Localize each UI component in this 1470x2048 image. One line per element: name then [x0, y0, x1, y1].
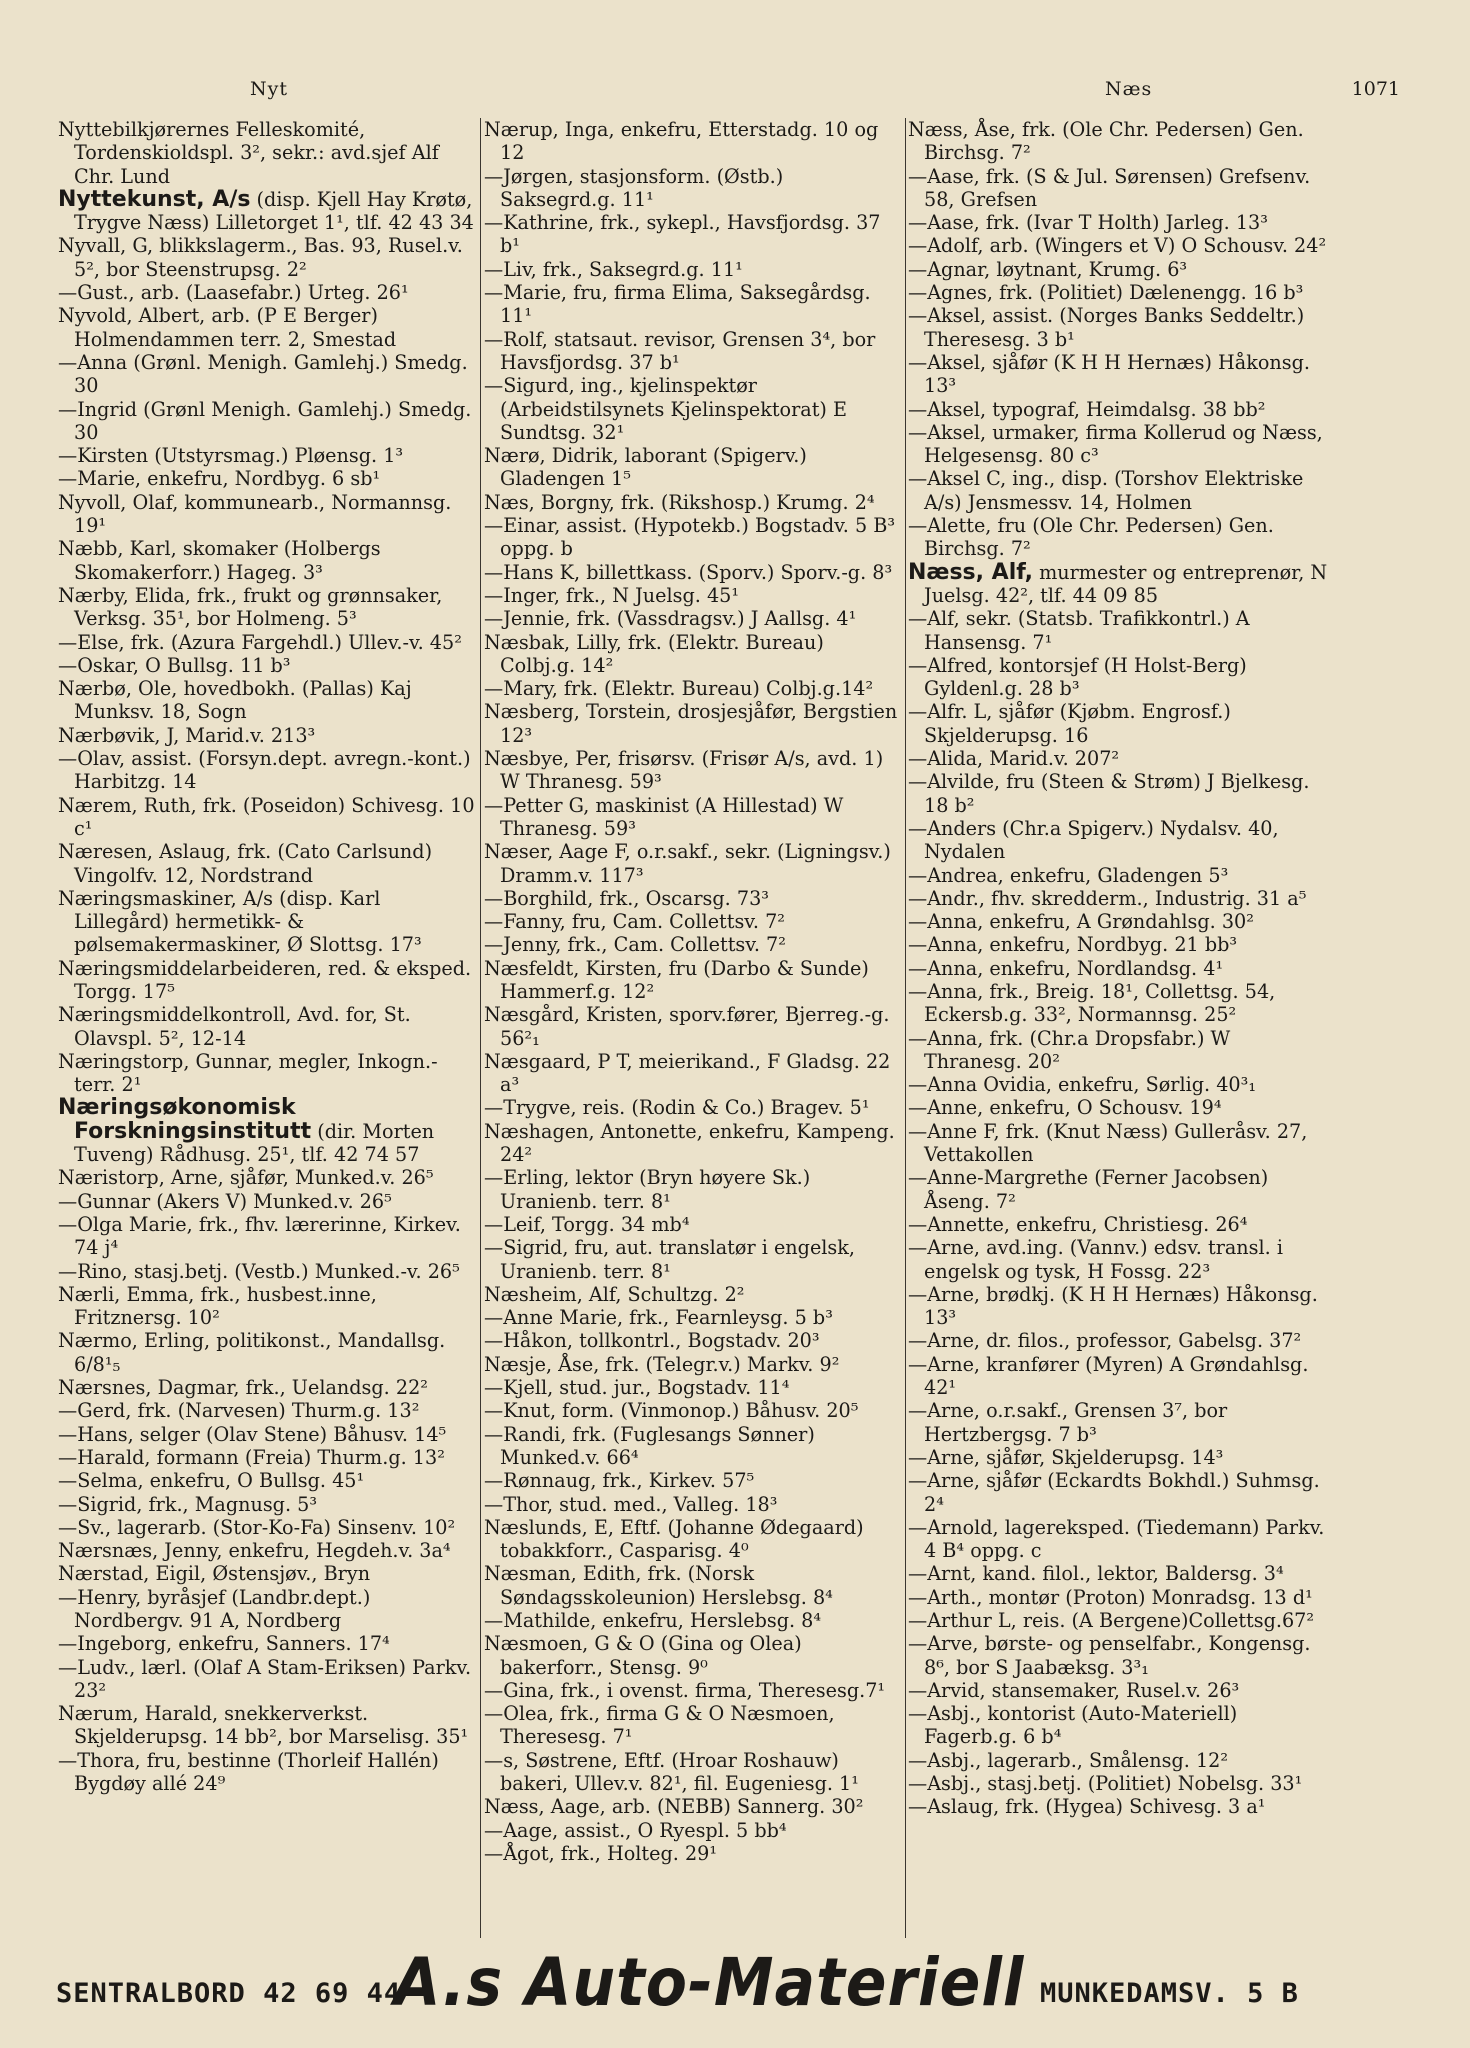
- directory-entry: [58, 1749, 478, 1796]
- directory-entry: [908, 258, 1328, 281]
- directory-entry: [484, 933, 902, 956]
- entry-text: —Alfred, kontorsjef (H Holst-Berg) Gyldenl.g. 28 b³: [908, 653, 1247, 701]
- directory-entry: [58, 584, 478, 631]
- directory-entry: [58, 1446, 478, 1469]
- directory-entry: [484, 491, 902, 514]
- entry-text: —Olav, assist. (Forsyn.dept. avregn.-kont.) Harbitzg. 14: [58, 747, 471, 794]
- entry-text: Næsman, Edith, frk. (Norsk Søndagsskoleunion) Herslebsg. 8⁴: [484, 1562, 833, 1609]
- directory-entry: [908, 1353, 1328, 1400]
- entry-text: Nærli, Emma, frk., husbest.inne, Fritznersg. 10²: [58, 1282, 377, 1330]
- entry-text: Næsbak, Lilly, frk. (Elektr. Bureau) Colbj.g. 14²: [484, 630, 824, 677]
- entry-text: —Else, frk. (Azura Fargehdl.) Ullev.-v. 45²: [58, 630, 462, 654]
- entry-text: —Hans, selger (Olav Stene) Båhusv. 14⁵: [58, 1422, 447, 1446]
- entry-text: —Arthur L, reis. (A Bergene)Collettsg.67²: [908, 1609, 1315, 1632]
- entry-text: —Asbj., lagerarb., Smålensg. 12²: [908, 1748, 1229, 1772]
- entry-text: Næsgaard, P T, meierikand., F Gladsg. 22 a³: [484, 1049, 891, 1097]
- entry-text: —Aase, frk. (Ivar T Holth) Jarleg. 13³: [908, 211, 1268, 235]
- entry-text: —Andrea, enkefru, Gladengen 5³: [908, 863, 1229, 887]
- directory-entry: [908, 351, 1328, 398]
- directory-entry: [484, 374, 902, 444]
- header-right-keyword: Næs: [1105, 78, 1153, 100]
- directory-entry: [908, 1772, 1328, 1795]
- directory-entry: [58, 537, 478, 584]
- directory-entry: [908, 957, 1328, 980]
- directory-entry: [908, 1120, 1328, 1167]
- entry-text: —Aksel, sjåfør (K H H Hernæs) Håkonsg. 13³: [908, 350, 1310, 398]
- directory-entry: [58, 1376, 478, 1399]
- directory-entry: [58, 1516, 478, 1539]
- entry-text: —Aase, frk. (S & Jul. Sørensen) Grefsenv. 58, Grefsen: [908, 164, 1311, 211]
- directory-entry: [484, 1399, 902, 1422]
- page-header: [60, 78, 1410, 108]
- directory-entry: [484, 1423, 902, 1470]
- entry-text: —Asbj., stasj.betj. (Politiet) Nobelsg. 33¹: [908, 1772, 1303, 1796]
- entry-text: —Trygve, reis. (Rodin & Co.) Bragev. 5¹: [484, 1096, 870, 1120]
- entry-text: Næbb, Karl, skomaker (Holbergs Skomakerforr.) Hageg. 3³: [58, 537, 381, 584]
- directory-entry: [58, 631, 478, 654]
- entry-text: —Aage, assist., O Ryespl. 5 bb⁴: [484, 1818, 787, 1842]
- directory-entry: [58, 1260, 478, 1283]
- directory-entry: [908, 281, 1328, 304]
- entry-text: Nærsnes, Dagmar, frk., Uelandsg. 22²: [58, 1376, 428, 1400]
- directory-entry: [58, 398, 478, 445]
- directory-entry: [908, 211, 1328, 234]
- entry-text: —Aksel, urmaker, firma Kollerud og Næss, Helgesensg. 80 c³: [908, 420, 1323, 468]
- entry-text: —Anders (Chr.a Spigerv.) Nydalsv. 40, Nydalen: [908, 816, 1279, 864]
- entry-text: —Alette, fru (Ole Chr. Pedersen) Gen. Birchsg. 7²: [908, 514, 1274, 561]
- directory-entry: [58, 1096, 478, 1166]
- entry-text: Nærup, Inga, enkefru, Etterstadg. 10 og 12: [484, 118, 879, 165]
- directory-entry: [484, 631, 902, 678]
- entry-text: —Alfr. L, sjåfør (Kjøbm. Engrosf.) Skjelderupsg. 16: [908, 700, 1231, 747]
- entry-text: —Arne, kranfører (Myren) A Grøndahlsg. 42¹: [908, 1352, 1309, 1400]
- entry-text: —Leif, Torgg. 34 mb⁴: [484, 1212, 690, 1236]
- directory-entry: [58, 1423, 478, 1446]
- entry-text: —Agnes, frk. (Politiet) Dælenengg. 16 b³: [908, 281, 1304, 305]
- directory-entry: [908, 118, 1328, 165]
- directory-entry: [58, 1656, 478, 1703]
- directory-entry: [58, 1003, 478, 1050]
- entry-text: —Ludv., lærl. (Olaf A Stam-Eriksen) Parkv. 23²: [58, 1655, 472, 1702]
- entry-text: Nærum, Harald, snekkerverkst. Skjelderupsg. 14 bb², bor Marselisg. 35¹: [58, 1702, 469, 1749]
- entry-text: (disp. Kjell Hay Krøtø, Trygve Næss) Lilletorget 1¹, tlf. 42 43 34: [74, 187, 474, 235]
- entry-text: —Ingrid (Grønl Menigh. Gamlehj.) Smedg. 30: [58, 397, 472, 444]
- directory-column-3: [908, 118, 1328, 1819]
- directory-entry: [58, 1213, 478, 1260]
- directory-entry: [484, 1842, 902, 1865]
- directory-entry: [484, 281, 902, 328]
- directory-entry: [58, 304, 478, 351]
- directory-entry: [484, 1236, 902, 1283]
- directory-entry: [908, 1399, 1328, 1446]
- directory-entry: [484, 211, 902, 258]
- directory-entry: [908, 467, 1328, 514]
- directory-column-1: [58, 118, 478, 1795]
- directory-entry: [58, 724, 478, 747]
- entry-text: Nærø, Didrik, laborant (Spigerv.) Gladengen 1⁵: [484, 444, 807, 491]
- directory-entry: [484, 1003, 902, 1050]
- directory-entry: [58, 887, 478, 957]
- directory-entry: [484, 514, 902, 561]
- directory-entry: [908, 1213, 1328, 1236]
- entry-text: Næringsmaskiner, A/s (disp. Karl Lillegård) hermetikk- & pølsemakermaskiner, Ø Slottsg. 17³: [58, 886, 422, 957]
- directory-entry: [484, 444, 902, 491]
- entry-text: —Aksel, typograf, Heimdalsg. 38 bb²: [908, 397, 1266, 421]
- entry-text: —Anne-Margrethe (Ferner Jacobsen) Åseng. 7²: [908, 1166, 1269, 1213]
- entry-text: Næristorp, Arne, sjåfør, Munked.v. 26⁵: [58, 1166, 434, 1190]
- directory-entry: [484, 1050, 902, 1097]
- entry-text: Nærsnæs, Jenny, enkefru, Hegdeh.v. 3a⁴: [58, 1539, 451, 1563]
- entry-text: —Arth., montør (Proton) Monradsg. 13 d¹: [908, 1585, 1313, 1609]
- directory-entry: [484, 677, 902, 700]
- directory-entry: [908, 887, 1328, 910]
- entry-text: Næslunds, E, Eftf. (Johanne Ødegaard) tobakkforr., Casparisg. 4⁰: [484, 1515, 864, 1563]
- directory-entry: [908, 1632, 1328, 1679]
- directory-entry: [484, 607, 902, 630]
- entry-text: —Sv., lagerarb. (Stor-Ko-Fa) Sinsenv. 10²: [58, 1515, 456, 1539]
- directory-entry: [484, 1213, 902, 1236]
- entry-text: —Oskar, O Bullsg. 11 b³: [58, 653, 291, 677]
- entry-text: —Ingeborg, enkefru, Sanners. 17⁴: [58, 1632, 390, 1656]
- entry-text: —Liv, frk., Saksegrd.g. 11¹: [484, 257, 743, 281]
- directory-entry: [484, 1166, 902, 1213]
- entry-text: Nærbø, Ole, hovedbokh. (Pallas) Kaj Munksv. 18, Sogn: [58, 677, 412, 724]
- page-number: 1071: [1351, 78, 1400, 100]
- entry-text: Nyvold, Albert, arb. (P E Berger) Holmendammen terr. 2, Smestad: [58, 304, 397, 351]
- directory-entry: [908, 304, 1328, 351]
- entry-text: —Alvilde, fru (Steen & Strøm) J Bjelkesg. 18 b²: [908, 770, 1310, 817]
- entry-text: —Arne, sjåfør, Skjelderupsg. 14³: [908, 1445, 1224, 1469]
- directory-entry: [908, 1446, 1328, 1469]
- column-divider: [480, 118, 481, 1938]
- entry-text: —Marie, fru, firma Elima, Saksegårdsg. 11¹: [484, 281, 871, 328]
- entry-text: Næss, Aage, arb. (NEBB) Sannerg. 30²: [484, 1795, 864, 1819]
- entry-text: Nyttebilkjørernes Felleskomité, Tordenskioldspl. 3², sekr.: avd.sjef Alf Chr. Lund: [58, 118, 439, 188]
- entry-text: —Anna, frk., Breig. 18¹, Collettsg. 54, Eckersb.g. 33², Normannsg. 25²: [908, 979, 1276, 1027]
- entry-text: —Anne, enkefru, O Schousv. 19⁴: [908, 1096, 1222, 1120]
- directory-entry: [58, 1283, 478, 1330]
- entry-text: Næsfeldt, Kirsten, fru (Darbo & Sunde) Hammerf.g. 12²: [484, 956, 869, 1003]
- entry-text: —Arne, avd.ing. (Vannv.) edsv. transl. i engelsk og tysk, H Fossg. 22³: [908, 1236, 1283, 1283]
- entry-text: —Sigrid, fru, aut. translatør i engelsk, Uranienb. terr. 8¹: [484, 1236, 856, 1283]
- directory-entry: [484, 700, 902, 747]
- directory-entry: [484, 1562, 902, 1609]
- entry-text: —Arvid, stansemaker, Rusel.v. 26³: [908, 1678, 1240, 1702]
- entry-text: Næringsmiddelarbeideren, red. & eksped. Torgg. 17⁵: [58, 956, 472, 1003]
- entry-text: Nærem, Ruth, frk. (Poseidon) Schivesg. 10 c¹: [58, 793, 475, 840]
- directory-entry: [484, 1096, 902, 1119]
- entry-text: —Jennie, frk. (Vassdragsv.) J Aallsg. 4¹: [484, 607, 857, 631]
- entry-text: —Olea, frk., firma G & O Næsmoen, Theresesg. 7¹: [484, 1702, 835, 1749]
- entry-text: —Arne, o.r.sakf., Grensen 3⁷, bor Hertzbergsg. 7 b³: [908, 1399, 1228, 1446]
- ad-phone: SENTRALBORD 42 69 44: [56, 1978, 402, 2009]
- directory-entry: [908, 654, 1328, 701]
- directory-entry: [484, 1120, 902, 1167]
- directory-entry: [484, 1516, 902, 1563]
- header-left-keyword: Nyt: [250, 78, 288, 100]
- directory-entry: [58, 957, 478, 1004]
- entry-text: —Thor, stud. med., Valleg. 18³: [484, 1492, 778, 1516]
- entry-text: Næsgård, Kristen, sporv.fører, Bjerreg.-g. 56²₁: [484, 1003, 890, 1050]
- directory-entry: [908, 1469, 1328, 1516]
- directory-entry: [58, 840, 478, 887]
- entry-text: —Harald, formann (Freia) Thurm.g. 13²: [58, 1445, 445, 1469]
- directory-entry: [908, 864, 1328, 887]
- entry-text: —Henry, byråsjef (Landbr.dept.) Nordbergv. 91 A, Nordberg: [58, 1585, 371, 1632]
- entry-text: —Anna (Grønl. Menigh. Gamlehj.) Smedg. 30: [58, 350, 468, 398]
- entry-text: murmester og entreprenør, N Juelsg. 42², tlf. 44 09 85: [924, 560, 1328, 607]
- entry-text: Næsheim, Alf, Schultzg. 2²: [484, 1282, 745, 1306]
- entry-text: Nyvall, G, blikkslagerm., Bas. 93, Rusel.v. 5², bor Steenstrupsg. 2²: [58, 234, 463, 281]
- directory-entry: [484, 1702, 902, 1749]
- entry-text: Nærmo, Erling, politikonst., Mandallsg. 6/8¹₅: [58, 1329, 446, 1376]
- directory-entry: [484, 1376, 902, 1399]
- directory-entry: [484, 1306, 902, 1329]
- directory-entry: [908, 561, 1328, 608]
- directory-entry: [484, 165, 902, 212]
- directory-entry: [484, 328, 902, 375]
- directory-column-2: [484, 118, 902, 1865]
- entry-text: Næsje, Åse, frk. (Telegr.v.) Markv. 9²: [484, 1352, 840, 1376]
- entry-text: —Kjell, stud. jur., Bogstadv. 11⁴: [484, 1376, 790, 1400]
- ad-brand-name: A.s Auto-Materiell: [394, 1944, 1025, 2022]
- directory-entry: [908, 770, 1328, 817]
- entry-text: —Borghild, frk., Oscarsg. 73³: [484, 886, 769, 910]
- directory-entry: [58, 747, 478, 794]
- entry-text: —Anna Ovidia, enkefru, Sørlig. 40³₁: [908, 1073, 1257, 1097]
- entry-text: —Arne, dr. filos., professor, Gabelsg. 37²: [908, 1329, 1302, 1353]
- directory-entry: [908, 1795, 1328, 1818]
- entry-text: —Rolf, statsaut. revisor, Grensen 3⁴, bor Havsfjordsg. 37 b¹: [484, 327, 876, 374]
- directory-entry: [484, 1469, 902, 1492]
- directory-entry: [58, 794, 478, 841]
- entry-text: —Kirsten (Utstyrsmag.) Pløensg. 1³: [58, 444, 404, 468]
- entry-text: —Anna, enkefru, Nordbyg. 21 bb³: [908, 933, 1238, 957]
- entry-text: —Randi, frk. (Fuglesangs Sønner) Munked.v. 66⁴: [484, 1422, 815, 1469]
- directory-entry: [908, 747, 1328, 770]
- directory-entry: [484, 258, 902, 281]
- directory-entry: [484, 1795, 902, 1818]
- directory-entry: [484, 1329, 902, 1352]
- entry-text: —Håkon, tollkontrl., Bogstadv. 20³: [484, 1329, 820, 1353]
- entry-text: —Gina, frk., i ovenst. firma, Theresesg.7¹: [484, 1678, 886, 1702]
- directory-entry: [484, 1819, 902, 1842]
- entry-heading: Næringsøkonomisk Forskningsinstitutt: [58, 1095, 312, 1144]
- entry-heading: Nyttekunst, A/s: [58, 186, 251, 212]
- directory-entry: [484, 1353, 902, 1376]
- entry-text: Næresen, Aslaug, frk. (Cato Carlsund) Vingolfv. 12, Nordstrand: [58, 840, 433, 887]
- directory-entry: [58, 1469, 478, 1492]
- directory-entry: [484, 584, 902, 607]
- entry-text: —Fanny, fru, Cam. Collettsv. 7²: [484, 910, 785, 934]
- entry-text: —Knut, form. (Vinmonop.) Båhusv. 20⁵: [484, 1399, 859, 1423]
- entry-text: Næringstorp, Gunnar, megler, Inkogn.-terr. 2¹: [58, 1049, 438, 1097]
- directory-entry: [58, 1329, 478, 1376]
- entry-text: —Alida, Marid.v. 207²: [908, 747, 1120, 771]
- directory-entry: [58, 654, 478, 677]
- directory-entry: [908, 1586, 1328, 1609]
- directory-entry: [908, 700, 1328, 747]
- entry-text: Næss, Åse, frk. (Ole Chr. Pedersen) Gen. Birchsg. 7²: [908, 118, 1304, 165]
- entry-text: —Aslaug, frk. (Hygea) Schivesg. 3 a¹: [908, 1795, 1266, 1819]
- directory-entry: [58, 1586, 478, 1633]
- entry-text: —Arne, brødkj. (K H H Hernæs) Håkonsg. 13³: [908, 1282, 1318, 1330]
- directory-entry: [58, 1702, 478, 1749]
- entry-text: —Anne F, frk. (Knut Næss) Gulleråsv. 27, Vettakollen: [908, 1119, 1308, 1167]
- directory-entry: [908, 234, 1328, 257]
- entry-text: —Adolf, arb. (Wingers et V) O Schousv. 24²: [908, 234, 1327, 258]
- directory-entry: [58, 118, 478, 188]
- directory-entry: [908, 1073, 1328, 1096]
- entry-text: —Anne Marie, frk., Fearnleysg. 5 b³: [484, 1306, 833, 1330]
- directory-entry: [908, 1096, 1328, 1119]
- entry-text: Næsberg, Torstein, drosjesjåfør, Bergstien 12³: [484, 700, 898, 747]
- entry-text: —Aksel C, ing., disp. (Torshov Elektriske A/s) Jensmessv. 14, Holmen: [908, 467, 1304, 514]
- entry-text: —Arnt, kand. filol., lektor, Baldersg. 3⁴: [908, 1562, 1284, 1586]
- entry-text: —Ågot, frk., Holteg. 29¹: [484, 1841, 718, 1865]
- entry-text: —Mary, frk. (Elektr. Bureau) Colbj.g.14²: [484, 677, 874, 701]
- directory-entry: [484, 1679, 902, 1702]
- directory-entry: [908, 1609, 1328, 1632]
- entry-text: —Mathilde, enkefru, Herslebsg. 8⁴: [484, 1609, 822, 1632]
- entry-text: —Gust., arb. (Laasefabr.) Urteg. 26¹: [58, 281, 409, 305]
- entry-text: —Sigurd, ing., kjelinspektør (Arbeidstilsynets Kjelinspektorat) E Sundtsg. 32¹: [484, 374, 848, 444]
- entry-text: —Anna, enkefru, Nordlandsg. 4¹: [908, 956, 1224, 980]
- directory-entry: [484, 840, 902, 887]
- advertisement-banner: [56, 1920, 1416, 2030]
- directory-entry: [908, 607, 1328, 654]
- directory-entry: [908, 1702, 1328, 1749]
- entry-text: —Anna, enkefru, A Grøndahlsg. 30²: [908, 910, 1254, 934]
- directory-entry: [908, 1283, 1328, 1330]
- entry-text: —Agnar, løytnant, Krumg. 6³: [908, 257, 1188, 281]
- entry-text: —Alf, sekr. (Statsb. Trafikkontrl.) A Hansensg. 7¹: [908, 607, 1250, 654]
- directory-entry: [58, 1539, 478, 1562]
- directory-entry: [908, 817, 1328, 864]
- directory-entry: [484, 957, 902, 1004]
- directory-entry: [58, 1632, 478, 1655]
- entry-text: —Arne, sjåfør (Eckardts Bokhdl.) Suhmsg. 2⁴: [908, 1469, 1320, 1516]
- entry-text: Nærbøvik, J, Marid.v. 213³: [58, 723, 316, 747]
- directory-entry: [484, 1749, 902, 1796]
- entry-text: —Marie, enkefru, Nordbyg. 6 sb¹: [58, 467, 381, 491]
- entry-text: Næsmoen, G & O (Gina og Olea) bakerforr., Stensg. 9⁰: [484, 1632, 802, 1679]
- directory-entry: [58, 1166, 478, 1189]
- directory-entry: [484, 1609, 902, 1632]
- directory-entry: [908, 933, 1328, 956]
- entry-text: —s, Søstrene, Eftf. (Hroar Roshauw) bakeri, Ullev.v. 82¹, fil. Eugeniesg. 1¹: [484, 1748, 859, 1796]
- directory-entry: [908, 1166, 1328, 1213]
- entry-text: —Rino, stasj.betj. (Vestb.) Munked.-v. 26⁵: [58, 1259, 460, 1283]
- directory-entry: [908, 165, 1328, 212]
- directory-entry: [58, 677, 478, 724]
- entry-text: —Aksel, assist. (Norges Banks Seddeltr.) Theresesg. 3 b¹: [908, 304, 1305, 351]
- directory-entry: [484, 118, 902, 165]
- entry-text: —Jørgen, stasjonsform. (Østb.) Saksegrd.g. 11¹: [484, 164, 784, 211]
- directory-entry: [484, 1632, 902, 1679]
- directory-entry: [908, 421, 1328, 468]
- entry-text: —Arve, børste- og penselfabr., Kongensg. 8⁶, bor S Jaabæksg. 3³₁: [908, 1632, 1311, 1679]
- entry-text: —Erling, lektor (Bryn høyere Sk.) Uranienb. terr. 8¹: [484, 1166, 811, 1213]
- entry-text: —Olga Marie, frk., fhv. lærerinne, Kirkev. 74 j⁴: [58, 1212, 461, 1260]
- directory-entry: [58, 188, 478, 235]
- entry-text: —Selma, enkefru, O Bullsg. 45¹: [58, 1469, 365, 1493]
- directory-entry: [484, 1283, 902, 1306]
- column-divider: [905, 118, 906, 1938]
- directory-entry: [908, 980, 1328, 1027]
- directory-entry: [484, 747, 902, 794]
- entry-text: —Kathrine, frk., sykepl., Havsfjordsg. 37 b¹: [484, 211, 881, 258]
- entry-text: —Rønnaug, frk., Kirkev. 57⁵: [484, 1469, 755, 1493]
- entry-text: —Sigrid, frk., Magnusg. 5³: [58, 1492, 318, 1516]
- entry-text: Næser, Aage F, o.r.sakf., sekr. (Ligningsv.) Dramm.v. 117³: [484, 840, 891, 887]
- directory-entry: [908, 1749, 1328, 1772]
- entry-text: Næsbye, Per, frisørsv. (Frisør A/s, avd. 1) W Thranesg. 59³: [484, 747, 884, 794]
- entry-text: Næringsmiddelkontroll, Avd. for, St. Olavspl. 5², 12-14: [58, 1003, 411, 1050]
- directory-entry: [908, 1679, 1328, 1702]
- directory-entry: [58, 234, 478, 281]
- directory-entry: [58, 1190, 478, 1213]
- entry-text: Næs, Borgny, frk. (Rikshosp.) Krumg. 2⁴: [484, 490, 875, 514]
- entry-text: Nyvoll, Olaf, kommunearb., Normannsg. 19¹: [58, 490, 452, 538]
- directory-entry: [58, 351, 478, 398]
- directory-entry: [908, 1027, 1328, 1074]
- entry-text: —Annette, enkefru, Christiesg. 26⁴: [908, 1212, 1248, 1236]
- directory-entry: [58, 281, 478, 304]
- entry-heading: Næss, Alf,: [908, 559, 1033, 585]
- directory-entry: [484, 1493, 902, 1516]
- directory-entry: [484, 910, 902, 933]
- entry-text: Nærstad, Eigil, Østensjøv., Bryn: [58, 1562, 371, 1586]
- directory-entry: [908, 910, 1328, 933]
- directory-entry: [58, 444, 478, 467]
- entry-text: —Anna, frk. (Chr.a Dropsfabr.) W Thranesg. 20²: [908, 1026, 1231, 1073]
- directory-entry: [908, 1236, 1328, 1283]
- directory-entry: [58, 467, 478, 490]
- directory-entry: [484, 887, 902, 910]
- directory-entry: [58, 491, 478, 538]
- directory-entry: [58, 1562, 478, 1585]
- entry-text: —Thora, fru, bestinne (Thorleif Hallén) Bygdøy allé 24⁹: [58, 1748, 439, 1796]
- entry-text: —Hans K, billettkass. (Sporv.) Sporv.-g. 8³: [484, 560, 893, 584]
- entry-text: —Asbj., kontorist (Auto-Materiell) Fagerb.g. 6 b⁴: [908, 1702, 1238, 1749]
- entry-text: (dir. Morten Tuveng) Rådhusg. 25¹, tlf. 42 74 57: [74, 1119, 435, 1167]
- entry-text: —Einar, assist. (Hypotekb.) Bogstadv. 5 B³ oppg. b: [484, 514, 896, 561]
- directory-entry: [58, 1493, 478, 1516]
- directory-entry: [58, 1399, 478, 1422]
- directory-entry: [908, 1329, 1328, 1352]
- directory-entry: [908, 1516, 1328, 1563]
- directory-entry: [908, 1562, 1328, 1585]
- entry-text: —Petter G, maskinist (A Hillestad) W Thranesg. 59³: [484, 793, 844, 840]
- ad-address: MUNKEDAMSV. 5 B: [1040, 1978, 1299, 2009]
- entry-text: —Inger, frk., N Juelsg. 45¹: [484, 583, 740, 607]
- entry-text: —Arnold, lagereksped. (Tiedemann) Parkv. 4 B⁴ oppg. c: [908, 1515, 1325, 1563]
- directory-entry: [908, 398, 1328, 421]
- directory-entry: [484, 561, 902, 584]
- directory-entry: [58, 1050, 478, 1097]
- entry-text: —Gunnar (Akers V) Munked.v. 26⁵: [58, 1189, 392, 1213]
- entry-text: —Andr., fhv. skredderm., Industrig. 31 a⁵: [908, 886, 1307, 910]
- entry-text: —Gerd, frk. (Narvesen) Thurm.g. 13²: [58, 1399, 420, 1423]
- entry-text: —Jenny, frk., Cam. Collettsv. 7²: [484, 933, 786, 957]
- directory-entry: [908, 514, 1328, 561]
- entry-text: Nærby, Elida, frk., frukt og grønnsaker, Verksg. 35¹, bor Holmeng. 5³: [58, 583, 443, 631]
- directory-entry: [484, 794, 902, 841]
- entry-text: Næshagen, Antonette, enkefru, Kampeng. 24²: [484, 1119, 895, 1167]
